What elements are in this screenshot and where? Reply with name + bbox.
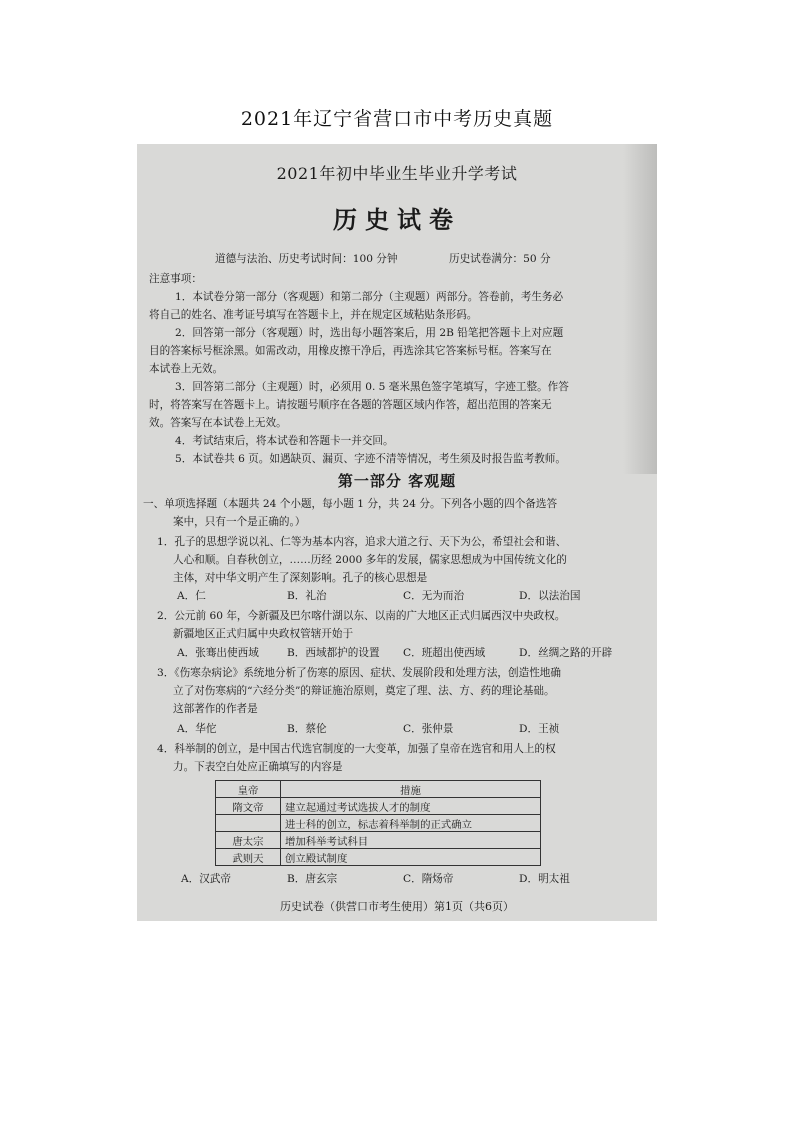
question-2-option-d: D．丝绸之路的开辟	[519, 647, 613, 659]
part-title: 第一部分 客观题	[337, 472, 457, 490]
table-cell: 武则天	[216, 849, 281, 866]
question-3-option-c: C．张仲景	[403, 723, 454, 735]
question-3-text: 3．《伤寒杂病论》系统地分析了伤寒的原因、症状、发展阶段和处理方法，创造性地确	[157, 667, 561, 679]
paper-title: 历史试卷	[333, 205, 461, 234]
question-2-option-b: B．西域都护的设置	[287, 647, 380, 659]
question-3-option-d: D．王祯	[519, 723, 560, 735]
table-cell: 进士科的创立，标志着科举制的正式确立	[281, 815, 541, 832]
question-1-text: 人心和顺。自春秋创立，……历经 2000 多年的发展，儒家思想成为中国传统文化的	[173, 554, 567, 566]
photo-shadow-edge	[623, 144, 657, 474]
notice-line: 5．本试卷共 6 页。如遇缺页、漏页、字迹不清等情况，考生须及时报告监考教师。	[175, 453, 566, 465]
question-3-option-b: B．蔡伦	[287, 723, 327, 735]
notice-line: 目的答案标号框涂黑。如需改动，用橡皮擦干净后，再选涂其它答案标号框。答案写在	[149, 345, 552, 357]
table-cell: 增加科举考试科目	[281, 832, 541, 849]
notice-heading: 注意事项：	[149, 273, 202, 285]
question-4-text: 4．科举制的创立，是中国古代选官制度的一大变革，加强了皇帝在选官和用人上的权	[157, 743, 556, 755]
section-instruction: 一、单项选择题（本题共 24 个小题，每小题 1 分，共 24 分。下列各小题的四个备选答	[143, 498, 558, 510]
table-cell-blank	[216, 815, 281, 832]
page-footer: 历史试卷（供营口市考生使用）第1页（共6页）	[280, 900, 514, 913]
question-4-text: 力。下表空白处应正确填写的内容是	[173, 761, 343, 773]
table-header-cell: 措施	[281, 781, 541, 798]
question-1-option-b: B．礼治	[287, 590, 327, 602]
section-instruction: 案中，只有一个是正确的。）	[173, 516, 306, 528]
exam-paper-photo	[137, 144, 657, 921]
question-1-option-d: D．以法治国	[519, 590, 581, 602]
table-header-cell: 皇帝	[216, 781, 281, 798]
notice-line: 本试卷上无效。	[149, 363, 224, 375]
notice-line: 1．本试卷分第一部分（客观题）和第二部分（主观题）两部分。答卷前，考生务必	[175, 291, 564, 303]
table-header-row	[216, 781, 541, 798]
question-2-option-a: A．张骞出使西域	[177, 647, 259, 659]
question-3-text: 这部著作的作者是	[173, 703, 258, 715]
question-2-option-c: C．班超出使西域	[403, 647, 486, 659]
question-3-text: 立了对伤寒病的“六经分类”的辩证施治原则，奠定了理、法、方、药的理论基础。	[173, 685, 555, 697]
table-cell: 创立殿试制度	[281, 849, 541, 866]
question-1-text: 主体，对中华文明产生了深刻影响。孔子的核心思想是	[173, 572, 428, 584]
question-1-option-c: C．无为而治	[403, 590, 465, 602]
table-row	[216, 849, 541, 866]
question-4-option-c: C．隋炀帝	[403, 873, 454, 885]
question-4-table	[215, 780, 541, 866]
question-2-text: 新疆地区正式归属中央政权管辖开始于	[173, 628, 354, 640]
question-3-option-a: A．华佗	[177, 723, 217, 735]
time-info: 道德与法治、历史考试时间：100 分钟	[215, 253, 398, 265]
question-4-option-a: A．汉武帝	[181, 873, 232, 885]
table-row	[216, 815, 541, 832]
score-info: 历史试卷满分：50 分	[449, 253, 551, 265]
notice-line: 将自己的姓名、准考证号填写在答题卡上，并在规定区域粘贴条形码。	[149, 309, 478, 321]
notice-line: 3．回答第二部分（主观题）时，必须用 0. 5 毫米黑色签字笔填写，字迹工整。作答	[175, 381, 569, 393]
table-cell: 建立起通过考试选拔人才的制度	[281, 798, 541, 815]
table-row	[216, 832, 541, 849]
exam-header: 2021年初中毕业生毕业升学考试	[276, 164, 518, 183]
question-2-text: 2．公元前 60 年，今新疆及巴尔喀什湖以东、以南的广大地区正式归属西汉中央政权。	[157, 610, 566, 622]
question-4-option-d: D．明太祖	[519, 873, 570, 885]
notice-line: 时，将答案写在答题卡上。请按题号顺序在各题的答题区域内作答，超出范围的答案无	[149, 399, 552, 411]
document-title: 2021年辽宁省营口市中考历史真题	[240, 108, 554, 130]
notice-line: 4．考试结束后，将本试卷和答题卡一并交回。	[175, 435, 394, 447]
question-1-text: 1．孔子的思想学说以礼、仁等为基本内容，追求大道之行、天下为公，希望社会和谐、	[157, 536, 567, 548]
notice-line: 效。答案写在本试卷上无效。	[149, 417, 287, 429]
notice-line: 2．回答第一部分（客观题）时，选出每小题答案后，用 2B 铅笔把答题卡上对应题	[175, 327, 564, 339]
question-4-option-b: B．唐玄宗	[287, 873, 338, 885]
table-row	[216, 798, 541, 815]
question-1-option-a: A．仁	[177, 590, 206, 602]
table-cell: 隋文帝	[216, 798, 281, 815]
table-cell: 唐太宗	[216, 832, 281, 849]
